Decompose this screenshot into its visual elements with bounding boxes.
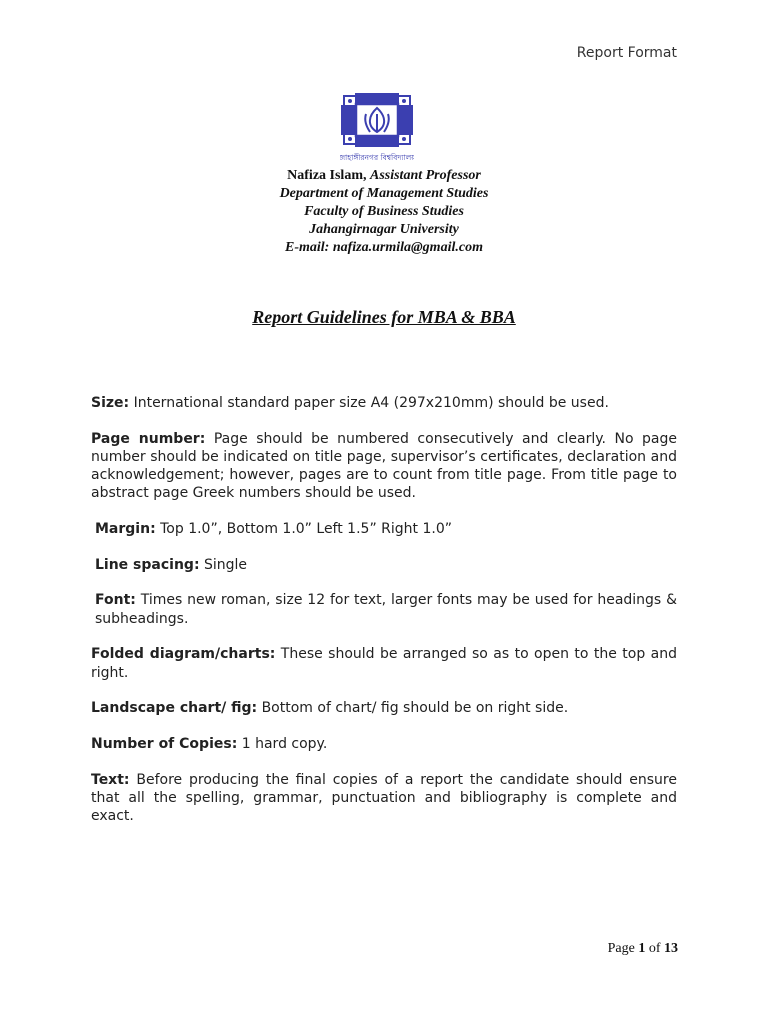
author-position: Assistant Professor — [369, 168, 481, 183]
guideline-text: These should be arranged so as to open to the top and right. — [91, 646, 677, 681]
guideline-heading: Folded diagram/charts: — [91, 646, 276, 663]
guideline-page-number — [91, 430, 677, 503]
guideline-heading: Size: — [91, 395, 130, 411]
guideline-heading: Margin: — [95, 521, 156, 538]
guideline-size — [91, 394, 677, 412]
guideline-text-section — [91, 771, 677, 826]
guideline-margin — [91, 520, 677, 538]
guideline-number-of-copies — [91, 735, 677, 753]
page-word: Page — [607, 941, 635, 956]
running-header: Report Format — [576, 45, 677, 61]
current-page-number: 1 — [638, 941, 646, 956]
university-seal-logo — [340, 92, 414, 170]
guideline-text: 1 hard copy. — [237, 735, 328, 752]
guideline-text: Before producing the final copies of a report the candidate should ensure that all the spelling, grammar, punctuation and bibliography is complete and exact. — [91, 771, 677, 825]
guideline-heading: Line spacing: — [95, 556, 200, 573]
guideline-text: Single — [199, 556, 248, 573]
guideline-heading: Number of Copies: — [91, 735, 238, 752]
seal-icon — [340, 92, 414, 170]
guideline-heading: Font: — [95, 592, 136, 609]
author-email: E-mail: nafiza.urmila@gmail.com — [285, 240, 483, 255]
guidelines-body — [91, 394, 677, 843]
author-line — [0, 167, 768, 185]
guideline-heading: Page number: — [91, 430, 206, 447]
guideline-text: Bottom of chart/ fig should be on right side. — [257, 700, 569, 717]
guideline-text: Times new roman, size 12 for text, larger fonts may be used for headings & subheadings. — [95, 592, 677, 627]
total-page-count: 13 — [664, 941, 678, 956]
author-faculty: Faculty of Business Studies — [304, 204, 464, 219]
page-footer — [608, 941, 678, 957]
guideline-font — [91, 591, 677, 627]
author-university: Jahangirnagar University — [309, 222, 459, 237]
guideline-landscape-chart — [91, 699, 677, 717]
guideline-text: Top 1.0”, Bottom 1.0” Left 1.5” Right 1.0” — [155, 521, 452, 538]
author-department: Department of Management Studies — [279, 186, 489, 201]
guideline-folded-diagrams — [91, 645, 677, 681]
guideline-heading: Landscape chart/ fig: — [91, 700, 258, 717]
seal-script-text: জাহাঙ্গীরনগর বিশ্ববিদ্যালয় — [340, 153, 414, 162]
document-title: Report Guidelines for MBA & BBA — [252, 307, 516, 327]
guideline-heading: Text: — [91, 771, 130, 788]
guideline-text: Page should be numbered consecutively and clearly. No page number should be indicated on title page, supervisor’s certificates, declaration and acknowledgement; however, pages are to count from title page. From title page to abstract page Greek numbers should be used. — [91, 430, 678, 502]
of-word: of — [648, 941, 661, 956]
guideline-line-spacing — [91, 556, 677, 574]
author-block — [0, 167, 768, 257]
guideline-text: International standard paper size A4 (297x210mm) should be used. — [129, 395, 609, 411]
author-name: Nafiza Islam, — [287, 168, 367, 183]
